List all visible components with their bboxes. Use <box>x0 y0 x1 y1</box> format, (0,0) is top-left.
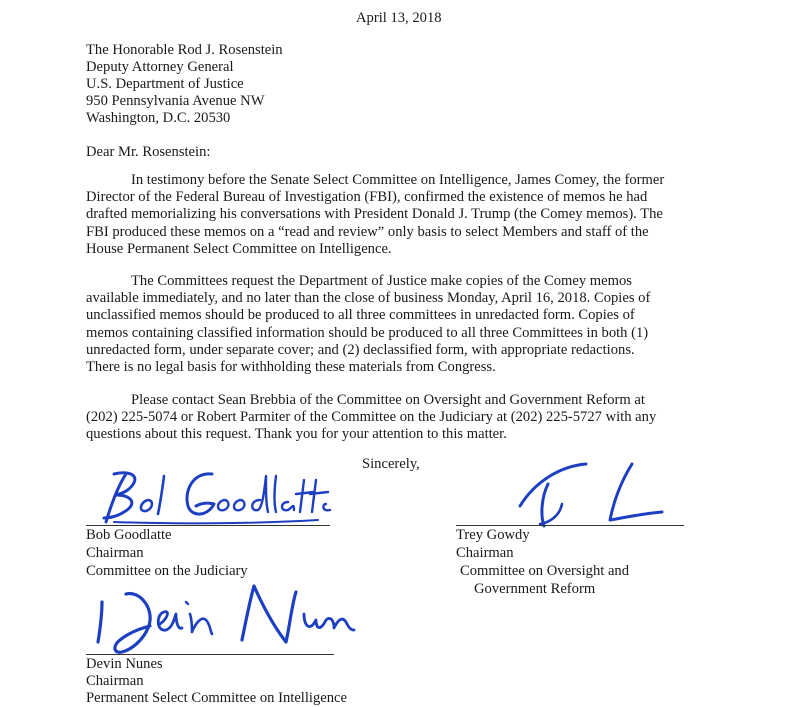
signatory-committee: Government Reform <box>474 581 596 597</box>
signatory-name: Devin Nunes <box>86 656 163 672</box>
recipient-line: Washington, D.C. 20530 <box>86 110 231 126</box>
paragraph-line: memos containing classified information should be produced to all three Committees in both (1) <box>86 324 649 341</box>
signatory-name: Bob Goodlatte <box>86 527 172 543</box>
body-paragraph <box>86 392 726 444</box>
paragraph-line: unclassified memos should be produced to all three committees in unredacted form. Copies of <box>86 307 635 324</box>
signature-line <box>456 525 684 526</box>
paragraph-line: There is no legal basis for withholding these materials from Congress. <box>86 359 496 376</box>
paragraph-line: The Committees request the Department of Justice make copies of the Comey memos <box>131 273 632 289</box>
paragraph-line: In testimony before the Senate Select Committee on Intelligence, James Comey, the former <box>131 172 665 188</box>
paragraph-line: Director of the Federal Bureau of Investigation (FBI), confirmed the existence of memos he had <box>86 189 648 206</box>
signatory-committee: Committee on the Judiciary <box>86 563 248 579</box>
body-paragraph <box>86 172 726 258</box>
signatory-committee: Permanent Select Committee on Intelligence <box>86 690 347 706</box>
paragraph-line: House Permanent Select Committee on Intelligence. <box>86 240 392 257</box>
recipient-line: 950 Pennsylvania Avenue NW <box>86 93 265 109</box>
signatory-title: Chairman <box>86 545 144 561</box>
recipient-line: U.S. Department of Justice <box>86 76 244 92</box>
signature-line <box>86 654 334 655</box>
salutation: Dear Mr. Rosenstein: <box>86 144 211 160</box>
paragraph-line: drafted memorializing his conversations with President Donald J. Trump (the Comey memos). The <box>86 206 663 223</box>
letter-date: April 13, 2018 <box>356 10 442 26</box>
nunes-signature <box>86 580 366 660</box>
paragraph-line: FBI produced these memos on a “read and review” only basis to select Members and staff of the <box>86 223 649 240</box>
goodlatte-signature <box>90 464 340 530</box>
paragraph-line: (202) 225-5074 or Robert Parmiter of the Committee on the Judiciary at (202) 225-5727 with any <box>86 409 657 426</box>
signatory-name: Trey Gowdy <box>456 527 530 543</box>
gowdy-signature <box>500 456 690 536</box>
recipient-line: The Honorable Rod J. Rosenstein <box>86 42 283 58</box>
paragraph-line: questions about this request. Thank you for your attention to this matter. <box>86 426 507 443</box>
paragraph-line: unredacted form, under separate cover; and (2) declassified form, with appropriate redactions. <box>86 341 635 358</box>
signature-line <box>86 525 330 526</box>
body-paragraph <box>86 273 726 376</box>
paragraph-line: available immediately, and no later than the close of business Monday, April 16, 2018. Copies of <box>86 290 651 307</box>
signatory-title: Chairman <box>456 545 514 561</box>
signatory-committee: Committee on Oversight and <box>460 563 630 579</box>
signatory-title: Chairman <box>86 673 144 689</box>
paragraph-line: Please contact Sean Brebbia of the Committee on Oversight and Government Reform at <box>131 392 645 408</box>
closing: Sincerely, <box>362 456 420 472</box>
recipient-line: Deputy Attorney General <box>86 59 234 75</box>
